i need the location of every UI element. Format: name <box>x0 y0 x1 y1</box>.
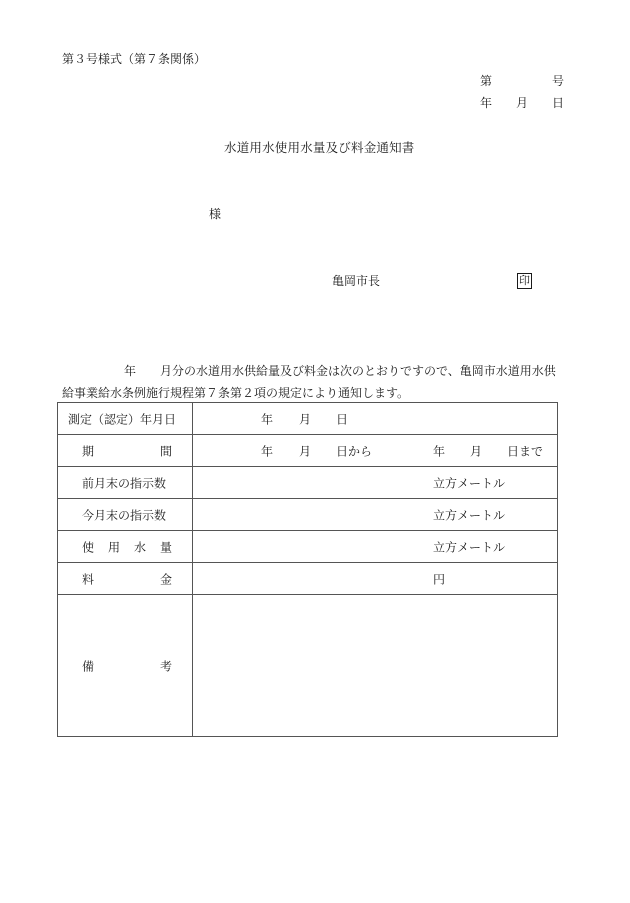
period-to-day: 日まで <box>507 444 544 458</box>
row-usage <box>58 531 558 563</box>
row-measure-date <box>58 403 558 435</box>
remarks-field[interactable] <box>193 595 558 737</box>
label-remarks-a: 備 <box>82 659 95 673</box>
measure-date-day: 日 <box>336 412 349 426</box>
label-usage-4: 量 <box>160 540 173 554</box>
label-usage-1: 使 <box>82 540 95 554</box>
doc-date-year: 年 <box>480 96 493 110</box>
doc-date-month: 月 <box>516 96 529 110</box>
fee-unit: 円 <box>433 572 446 586</box>
label-usage-3: 水 <box>134 540 147 554</box>
label-measure-date: 測定（認定）年月日 <box>68 412 177 426</box>
doc-number-suffix: 号 <box>552 74 565 88</box>
seal-mark: 印 <box>519 274 530 287</box>
row-fee <box>58 563 558 595</box>
prev-reading-unit: 立方メートル <box>433 476 506 490</box>
doc-number-prefix: 第 <box>480 74 493 88</box>
notice-body-line-2: 給事業給水条例施行規程第７条第２項の規定により通知します。 <box>62 386 410 400</box>
doc-date-day: 日 <box>552 96 565 110</box>
label-usage-2: 用 <box>108 540 121 554</box>
label-prev-reading: 前月末の指示数 <box>82 476 167 490</box>
form-number: 第３号様式（第７条関係） <box>62 52 207 66</box>
period-to-year: 年 <box>433 444 446 458</box>
sender-name: 亀岡市長 <box>332 274 381 288</box>
measure-date-month: 月 <box>299 412 312 426</box>
notice-table <box>57 402 558 737</box>
usage-unit: 立方メートル <box>433 540 506 554</box>
period-from-year: 年 <box>261 444 274 458</box>
notice-body <box>62 360 570 404</box>
measure-date-year: 年 <box>261 412 274 426</box>
period-from-month: 月 <box>299 444 312 458</box>
row-remarks <box>58 595 558 737</box>
row-period <box>58 435 558 467</box>
label-period-b: 間 <box>160 444 173 458</box>
period-to-month: 月 <box>470 444 483 458</box>
label-remarks-b: 考 <box>160 659 173 673</box>
label-fee-a: 料 <box>82 572 95 586</box>
row-prev-reading <box>58 467 558 499</box>
document-title: 水道用水使用水量及び料金通知書 <box>224 140 415 155</box>
period-from-day: 日から <box>336 444 373 458</box>
label-fee-b: 金 <box>160 572 173 586</box>
label-period-a: 期 <box>82 444 95 458</box>
addressee-suffix: 様 <box>209 207 222 221</box>
notice-body-line-1: 年 月分の水道用水供給量及び料金は次のとおりですので、亀岡市水道用水供 <box>124 364 556 378</box>
label-curr-reading: 今月末の指示数 <box>82 508 167 522</box>
curr-reading-unit: 立方メートル <box>433 508 506 522</box>
row-curr-reading <box>58 499 558 531</box>
